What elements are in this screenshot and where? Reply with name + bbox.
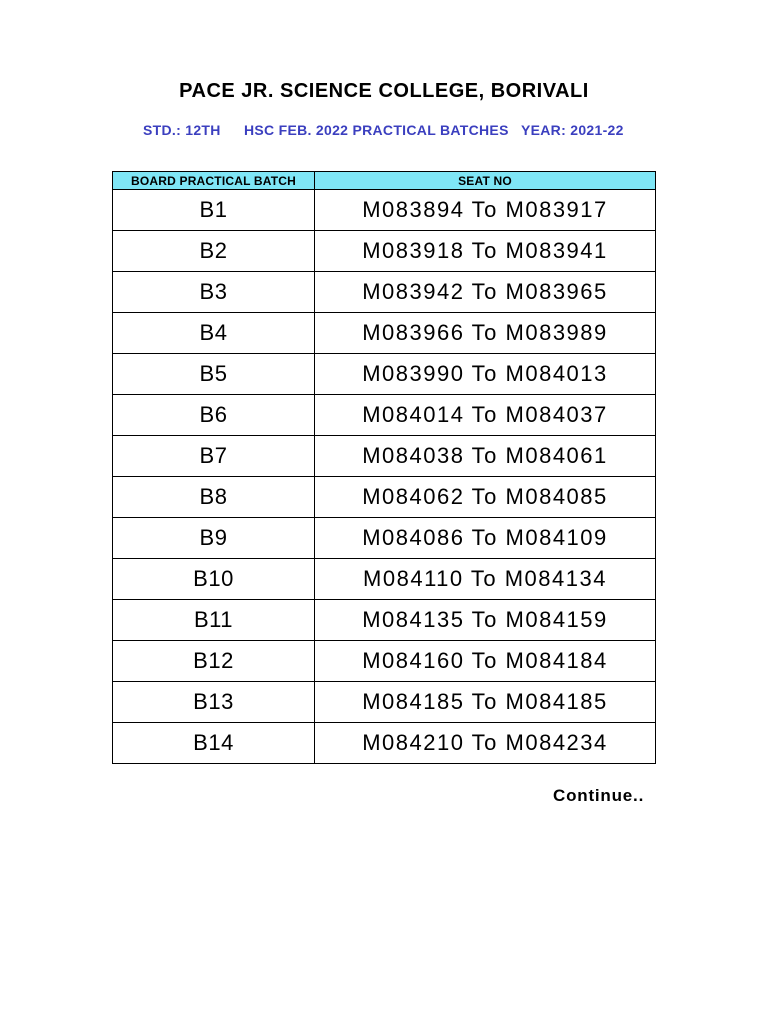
table-row — [113, 518, 656, 559]
batch-cell: B9 — [113, 518, 315, 559]
table-row — [113, 231, 656, 272]
page-title: PACE JR. SCIENCE COLLEGE, BORIVALI — [179, 80, 589, 102]
seat-range-cell: M083966 To M083989 — [315, 313, 656, 354]
seat-range-cell: M084086 To M084109 — [315, 518, 656, 559]
table-row — [113, 436, 656, 477]
batch-cell: B1 — [113, 190, 315, 231]
standard-label: STD.: 12TH — [143, 122, 221, 138]
batch-cell: B14 — [113, 723, 315, 764]
batch-cell: B6 — [113, 395, 315, 436]
seat-range-cell: M084185 To M084185 — [315, 682, 656, 723]
column-header-batch: BOARD PRACTICAL BATCH — [113, 172, 315, 190]
column-header-seat-no: SEAT NO — [315, 172, 656, 190]
seat-range-cell: M083942 To M083965 — [315, 272, 656, 313]
table-row — [113, 723, 656, 764]
table-row — [113, 559, 656, 600]
batch-cell: B8 — [113, 477, 315, 518]
table-row — [113, 395, 656, 436]
table-row — [113, 272, 656, 313]
batch-cell: B7 — [113, 436, 315, 477]
seat-range-cell: M084014 To M084037 — [315, 395, 656, 436]
batch-cell: B5 — [113, 354, 315, 395]
table-row — [113, 190, 656, 231]
batch-table — [112, 171, 656, 764]
batch-cell: B3 — [113, 272, 315, 313]
table-row — [113, 477, 656, 518]
batch-cell: B11 — [113, 600, 315, 641]
seat-range-cell: M083894 To M083917 — [315, 190, 656, 231]
table-row — [113, 600, 656, 641]
seat-range-cell: M084110 To M084134 — [315, 559, 656, 600]
seat-range-cell: M083990 To M084013 — [315, 354, 656, 395]
seat-range-cell: M084210 To M084234 — [315, 723, 656, 764]
table-row — [113, 354, 656, 395]
batch-cell: B4 — [113, 313, 315, 354]
table-header-row — [113, 172, 656, 190]
batch-cell: B10 — [113, 559, 315, 600]
year-label: YEAR: 2021-22 — [521, 122, 624, 138]
seat-range-cell: M084062 To M084085 — [315, 477, 656, 518]
seat-range-cell: M084038 To M084061 — [315, 436, 656, 477]
batch-cell: B2 — [113, 231, 315, 272]
continue-note: Continue.. — [553, 786, 645, 805]
table-row — [113, 641, 656, 682]
table-row — [113, 682, 656, 723]
table-row — [113, 313, 656, 354]
seat-range-cell: M084160 To M084184 — [315, 641, 656, 682]
batch-cell: B12 — [113, 641, 315, 682]
batch-cell: B13 — [113, 682, 315, 723]
seat-range-cell: M083918 To M083941 — [315, 231, 656, 272]
seat-range-cell: M084135 To M084159 — [315, 600, 656, 641]
exam-label: HSC FEB. 2022 PRACTICAL BATCHES — [244, 122, 509, 138]
